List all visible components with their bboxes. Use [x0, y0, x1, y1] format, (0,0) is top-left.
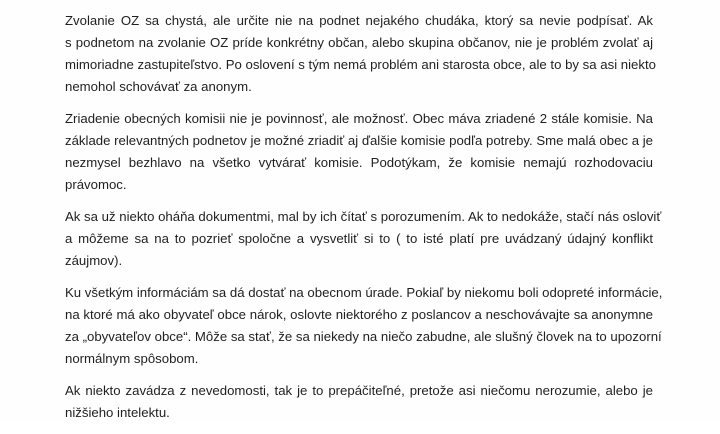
text-line: normálnym spôsobom. [65, 351, 199, 366]
text-line: Ak niekto zavádza z nevedomosti, tak je to prepáčiteľné, pretože asi niečomu nerozumie, alebo je [65, 383, 653, 398]
text-line: Zriadenie obecných komisii nie je povinnosť, ale možnosť. Obec máva zriadené 2 stále komisie. Na [65, 111, 653, 126]
text-line: základe relevantných podnetov je možné zriadiť aj ďalšie komisie podľa potreby. Sme malá obec a je [65, 133, 653, 148]
text-line: a môžeme sa na to pozrieť spoločne a vysvetliť si to ( to isté platí pre uvádzaný údajný konflikt [65, 231, 653, 246]
text-line: za „obyvateľov obce“. Môže sa stať, že sa niekedy na niečo zabudne, ale slušný človek na to upozorní [65, 329, 662, 344]
paragraph-oz-convening [65, 10, 656, 98]
text-line: Ak sa už niekto oháňa dokumentmi, mal by ich čítať s porozumením. Ak to nedokáže, stačí nás osloviť [65, 209, 662, 224]
text-line: nižšieho intelektu. [65, 405, 170, 420]
text-line: záujmov). [65, 253, 123, 268]
text-line: mimoriadne zastupiteľstvo. Po oslovení s tým nemá problém ani starosta obce, ale to by sa asi niekto [65, 57, 656, 72]
text-line: s podnetom na zvolanie OZ príde konkrétny občan, alebo skupina občanov, nie je problém zvolať aj [65, 35, 653, 50]
document-body [65, 10, 663, 434]
text-line: právomoc. [65, 177, 127, 192]
paragraph-commissions [65, 108, 653, 196]
text-line: nezmysel bezhlavo na všetko vytvárať komisie. Podotýkam, že komisie nemajú rozhodovaciu [65, 155, 653, 170]
text-line: nemohol schovávať za anonym. [65, 79, 252, 94]
paragraph-information-access [65, 282, 663, 370]
paragraph-misleading [65, 380, 653, 424]
text-line: na ktoré má ako obyvateľ obce nárok, oslovte niektorého z poslancov a neschovávajte sa anonymne [65, 307, 653, 322]
text-line: Ku všetkým informáciám sa dá dostať na obecnom úrade. Pokiaľ by niekomu boli odopreté informácie, [65, 285, 663, 300]
paragraph-documents [65, 206, 662, 272]
text-line: Zvolanie OZ sa chystá, ale určite nie na podnet nejakého chudáka, ktorý sa nevie podpísať. Ak [65, 13, 653, 28]
